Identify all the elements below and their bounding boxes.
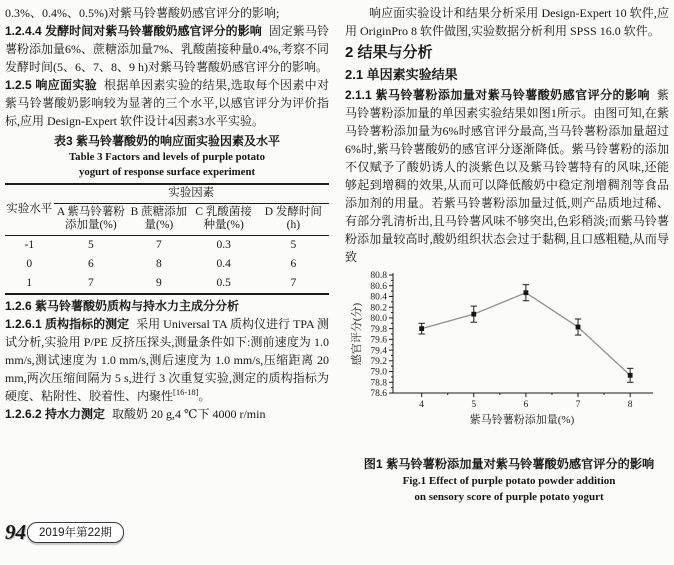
figure-caption-en-line1: Fig.1 Effect of purple potato powder addition [402,475,616,487]
figure-caption-en-line2: on sensory score of purple potato yogurt [414,491,604,503]
paragraph-text: 根据单因素实验的结果,选取每个因素中对紫马铃薯酸奶影响较为显著的三个水平,以感官评分为评价指标,应用 Design-Expert 软件设计4因素3水平实验。 [5,78,329,128]
paragraph-1-2-4-4 [5,22,329,76]
table-3-title-zh: 表3 紫马铃薯酸奶的响应面实验因素及水平 [53,134,280,148]
sensory-score-line-chart [349,269,663,429]
section-heading-2-1-1: 2.1.1 紫马铃薯粉添加量对紫马铃薯酸奶感官评分的影响 [345,88,650,102]
svg-text:78.6: 78.6 [370,389,387,400]
table-header-level: 实验水平 [5,184,54,235]
svg-text:8: 8 [627,400,633,410]
paragraph-1-2-6 [5,297,329,315]
paragraph-1-2-6-1 [5,315,329,405]
table-header-col-d: D 发酵时间(h) [258,203,329,235]
right-column [345,4,669,505]
table-cell: 1 [26,276,33,289]
svg-text:80.2: 80.2 [370,303,387,314]
svg-text:5: 5 [471,400,477,410]
table-cell: 0.3 [216,238,231,251]
svg-text:6: 6 [523,400,529,410]
svg-text:79.8: 79.8 [370,324,387,335]
table-header-factors: 实验因素 [54,184,329,203]
paragraph-1-2-6-2 [5,405,329,423]
paragraph-text: 。 [198,388,211,403]
paragraph-text: 0.3%、0.4%、0.5%)对紫马铃薯酸奶感官评分的影响; [5,6,280,20]
table-cell: 0 [26,257,33,270]
table-3-factors-levels [5,183,329,295]
svg-text:80.4: 80.4 [370,292,387,303]
table-row [5,235,329,255]
svg-text:79.6: 79.6 [370,335,387,346]
svg-text:79.4: 79.4 [370,346,387,357]
paragraph-software [345,4,669,40]
table-cell: 9 [156,276,162,289]
table-cell: 5 [290,238,297,251]
table-cell: 8 [156,257,162,270]
table-cell: -1 [24,238,35,251]
figure-1-caption [349,456,669,505]
table-header-col-c: C 乳酸菌接种量(%) [190,203,258,235]
two-column-layout [5,4,669,505]
svg-text:79.0: 79.0 [370,367,387,378]
citation-ref: [16-18] [173,386,199,397]
table-cell: 6 [87,257,94,270]
section-heading-1-2-4-4: 1.2.4.4 发酵时间对紫马铃薯酸奶感官评分的影响 [5,24,262,38]
table-cell: 7 [156,238,162,251]
figure-1 [349,269,669,505]
issue-badge: 2019年第22期 [27,522,124,543]
table-header-col-a: A 紫马铃薯粉添加量(%) [54,203,129,235]
svg-text:80.6: 80.6 [370,281,387,292]
paragraph-text: 响应面实验设计和结果分析采用 Design-Expert 10 软件,应用 OriginPro 8 软件做图,实验数据分析利用 SPSS 16.0 软件。 [345,6,669,38]
svg-text:感官评分(分): 感官评分(分) [351,302,363,366]
table-cell: 0.5 [216,276,231,289]
paragraph-text: 采用 Universal TA 质构仪进行 TPA 测试分析,实验用 P/PE 反挤压探头,测量条件如下:测前速度为 1.0 mm/s,测试速度为 1.0 mm/s,测后速度为 1.0 mm/s,压缩距离 20 mm,两次压缩间隔为 5 s,进行 3 次重复实验,测定的质构指标为硬度、粘附性、胶着性、内聚性 [5,316,329,403]
section-heading-2-1: 2.1 单因素实验结果 [345,67,458,82]
paragraph-1-2-5 [5,76,329,130]
table-cell: 0.4 [216,257,231,270]
svg-text:紫马铃薯粉添加量(%): 紫马铃薯粉添加量(%) [469,414,575,426]
table-header-col-b: B 蔗糖添加量(%) [128,203,190,235]
svg-text:80.0: 80.0 [370,314,387,325]
figure-caption-zh: 图1 紫马铃薯粉添加量对紫马铃薯酸奶感官评分的影响 [363,457,655,471]
paragraph-text: 紫马铃薯粉添加量的单因素实验结果如图1所示。由图可知,在紫马铃薯粉添加量为6%时感官评分最高,当马铃薯粉添加量超过6%时,紫马铃薯酸奶的感官评分逐渐降低。紫马铃薯粉的添加不仅赋予了酸奶诱人的淡紫色以及紫马铃薯特有的风味,还能够起到增稠的效果,从而可以降低酸奶中稳定剂增稠剂等食品添加剂的用量。若紫马铃薯粉添加量过低,则产品质地过稀、有部分乳清析出,且马铃薯风味不够突出,色彩稍淡;而紫马铃薯粉添加量较高时,酸奶组织状态会过于黏稠,且口感粗糙,从而导致 [345,88,669,264]
table-row [5,274,329,294]
paragraph-2-1-1 [345,86,669,266]
section-heading-1-2-6-1: 1.2.6.1 质构指标的测定 [5,316,130,331]
paragraph-continuation [5,4,329,22]
table-cell: 7 [87,276,94,289]
table-cell: 6 [290,257,297,270]
table-cell: 5 [87,238,94,251]
section-heading-1-2-5: 1.2.5 响应面实验 [5,78,98,92]
svg-text:79.2: 79.2 [370,357,387,368]
section-heading-1-2-6-2: 1.2.6.2 持水力测定 [5,406,106,421]
table-3-title-en-line2: yogurt of response surface experiment [78,166,256,178]
table-row [5,255,329,274]
svg-text:80.8: 80.8 [370,271,387,282]
paragraph-text: 取酸奶 20 g,4 ℃下 4000 r/min [112,406,266,421]
svg-text:78.8: 78.8 [370,378,387,389]
svg-text:7: 7 [575,400,581,410]
table-3-title-en-line1: Table 3 Factors and levels of purple potato [68,151,266,163]
svg-text:4: 4 [419,400,425,410]
paragraph-text: 固定紫马铃薯粉添加量6%、蔗糖添加量7%、乳酸菌接种量0.4%,考察不同发酵时间(5、6、7、8、9 h)对紫马铃薯酸奶感官评分的影响。 [5,24,329,74]
page-footer [5,520,124,544]
table-cell: 7 [290,276,297,289]
section-heading-2: 2 结果与分析 [345,44,433,61]
section-heading-1-2-6: 1.2.6 紫马铃薯酸奶质构与持水力主成分分析 [5,298,240,313]
left-column [5,4,329,505]
page-number: 94 [5,520,26,544]
